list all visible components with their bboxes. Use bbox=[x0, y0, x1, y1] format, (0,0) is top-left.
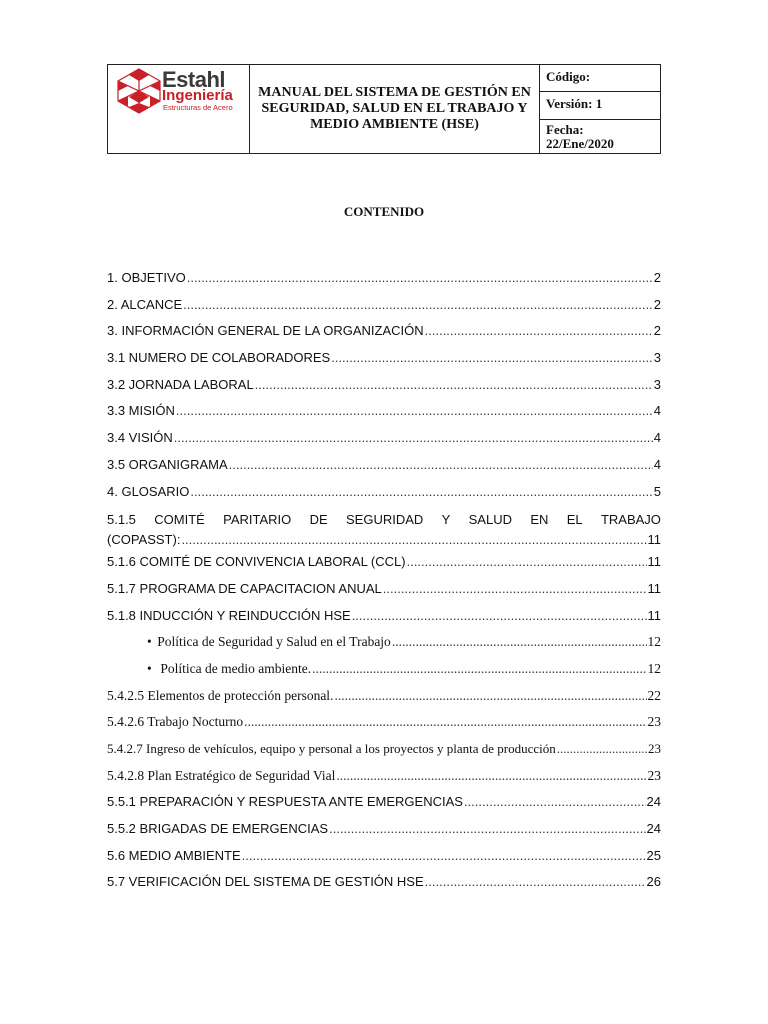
table-of-contents bbox=[107, 270, 661, 901]
toc-page: 23 bbox=[647, 714, 661, 730]
toc-page: 5 bbox=[653, 483, 661, 499]
toc-page: 4 bbox=[653, 430, 661, 446]
toc-page: 3 bbox=[653, 350, 661, 366]
codigo-field: Código: bbox=[540, 65, 660, 92]
toc-page: 24 bbox=[646, 794, 661, 810]
fecha-label: Fecha: bbox=[546, 122, 584, 137]
toc-label: 5.6 MEDIO AMBIENTE bbox=[107, 847, 241, 863]
logo-sub: Ingeniería bbox=[162, 87, 233, 104]
contenido-heading: CONTENIDO bbox=[343, 204, 425, 219]
toc-label: 5.1.6 COMITÉ DE CONVIVENCIA LABORAL (CCL) bbox=[107, 554, 406, 570]
toc-label: 5.1.8 INDUCCIÓN Y REINDUCCIÓN HSE bbox=[107, 607, 351, 623]
toc-label: 4. GLOSARIO bbox=[107, 483, 190, 499]
toc-entry[interactable] bbox=[107, 714, 661, 741]
version-field: Versión: 1 bbox=[540, 92, 660, 120]
toc-page: 2 bbox=[653, 296, 661, 312]
toc-page: 24 bbox=[646, 821, 661, 837]
toc-page: 25 bbox=[646, 847, 661, 863]
toc-label: 1. OBJETIVO bbox=[107, 270, 186, 285]
toc-entry[interactable] bbox=[107, 661, 661, 688]
toc-page: 23 bbox=[648, 741, 661, 756]
toc-entry[interactable] bbox=[107, 688, 661, 715]
toc-page: 22 bbox=[647, 687, 661, 703]
toc-page: 4 bbox=[653, 456, 661, 472]
toc-label: 5.4.2.5 Elementos de protección personal. bbox=[107, 687, 334, 703]
toc-page: 4 bbox=[653, 403, 661, 419]
toc-entry[interactable] bbox=[107, 821, 661, 848]
logo-tagline: Estructuras de Acero bbox=[163, 103, 233, 112]
toc-entry[interactable] bbox=[107, 768, 661, 795]
toc-entry[interactable] bbox=[107, 794, 661, 821]
toc-label: 5.4.2.6 Trabajo Nocturno bbox=[107, 714, 244, 730]
toc-entry[interactable] bbox=[107, 874, 661, 901]
toc-page: 11 bbox=[647, 607, 661, 623]
toc-page: 2 bbox=[653, 323, 661, 339]
toc-entry[interactable] bbox=[107, 323, 661, 350]
estahl-logo-icon bbox=[116, 67, 162, 115]
toc-label: 5.1.7 PROGRAMA DE CAPACITACION ANUAL bbox=[107, 580, 382, 596]
document-header bbox=[107, 64, 661, 154]
toc-label: 5.7 VERIFICACIÓN DEL SISTEMA DE GESTIÓN HSE bbox=[107, 874, 424, 890]
toc-entry[interactable] bbox=[107, 430, 661, 457]
toc-label: 5.4.2.8 Plan Estratégico de Seguridad Vial bbox=[107, 767, 336, 783]
bullet-icon: • bbox=[147, 660, 152, 676]
toc-entry[interactable] bbox=[107, 270, 661, 297]
toc-entry[interactable] bbox=[107, 848, 661, 875]
toc-page: 12 bbox=[647, 634, 661, 650]
fecha-value: 22/Ene/2020 bbox=[546, 136, 614, 151]
toc-label: 2. ALCANCE bbox=[107, 296, 183, 312]
toc-page: 26 bbox=[646, 874, 661, 890]
toc-label-line1: 5.1.5 COMITÉ PARITARIO DE SEGURIDAD Y SALUD EN EL TRABAJO bbox=[107, 512, 661, 528]
toc-entry[interactable] bbox=[107, 581, 661, 608]
toc-entry[interactable] bbox=[107, 554, 661, 581]
toc-page: 11 bbox=[647, 580, 661, 596]
toc-entry[interactable] bbox=[107, 350, 661, 377]
toc-label: 5.5.1 PREPARACIÓN Y RESPUESTA ANTE EMERGENCIAS bbox=[107, 794, 463, 810]
toc-page: 12 bbox=[647, 660, 661, 676]
toc-entry[interactable] bbox=[107, 297, 661, 324]
toc-label: 3.5 ORGANIGRAMA bbox=[107, 456, 228, 472]
toc-label: (COPASST): bbox=[107, 532, 181, 548]
toc-label: Política de medio ambiente. bbox=[160, 660, 312, 676]
toc-entry[interactable] bbox=[107, 741, 661, 768]
bullet-icon: • bbox=[147, 634, 152, 650]
toc-page: 23 bbox=[647, 767, 661, 783]
toc-page: 11 bbox=[647, 532, 661, 548]
logo-cell bbox=[108, 65, 250, 153]
toc-entry[interactable] bbox=[107, 634, 661, 661]
toc-page: 11 bbox=[647, 554, 661, 570]
toc-page: 3 bbox=[653, 376, 661, 392]
meta-cell bbox=[540, 65, 660, 153]
toc-label: 3. INFORMACIÓN GENERAL DE LA ORGANIZACIÓN bbox=[107, 323, 424, 339]
toc-label: 5.5.2 BRIGADAS DE EMERGENCIAS bbox=[107, 821, 329, 837]
toc-entry[interactable] bbox=[107, 457, 661, 484]
logo-brand: Estahl bbox=[162, 67, 226, 92]
toc-entry[interactable] bbox=[107, 403, 661, 430]
toc-label: 3.4 VISIÓN bbox=[107, 430, 173, 446]
fecha-field bbox=[540, 120, 660, 153]
toc-label: 3.2 JORNADA LABORAL bbox=[107, 376, 254, 392]
toc-entry[interactable] bbox=[107, 510, 661, 550]
toc-entry[interactable] bbox=[107, 484, 661, 511]
manual-title: MANUAL DEL SISTEMA DE GESTIÓN EN SEGURIDAD, SALUD EN EL TRABAJO Y MEDIO AMBIENTE (HSE) bbox=[250, 65, 540, 153]
toc-label: 3.1 NUMERO DE COLABORADORES bbox=[107, 350, 331, 366]
toc-page: 2 bbox=[653, 270, 661, 285]
toc-label: 3.3 MISIÓN bbox=[107, 403, 175, 419]
toc-entry[interactable] bbox=[107, 377, 661, 404]
toc-entry[interactable] bbox=[107, 608, 661, 635]
toc-label: Política de Seguridad y Salud en el Trabajo bbox=[157, 634, 391, 650]
toc-label: 5.4.2.7 Ingreso de vehículos, equipo y personal a los proyectos y planta de producción bbox=[107, 741, 556, 756]
